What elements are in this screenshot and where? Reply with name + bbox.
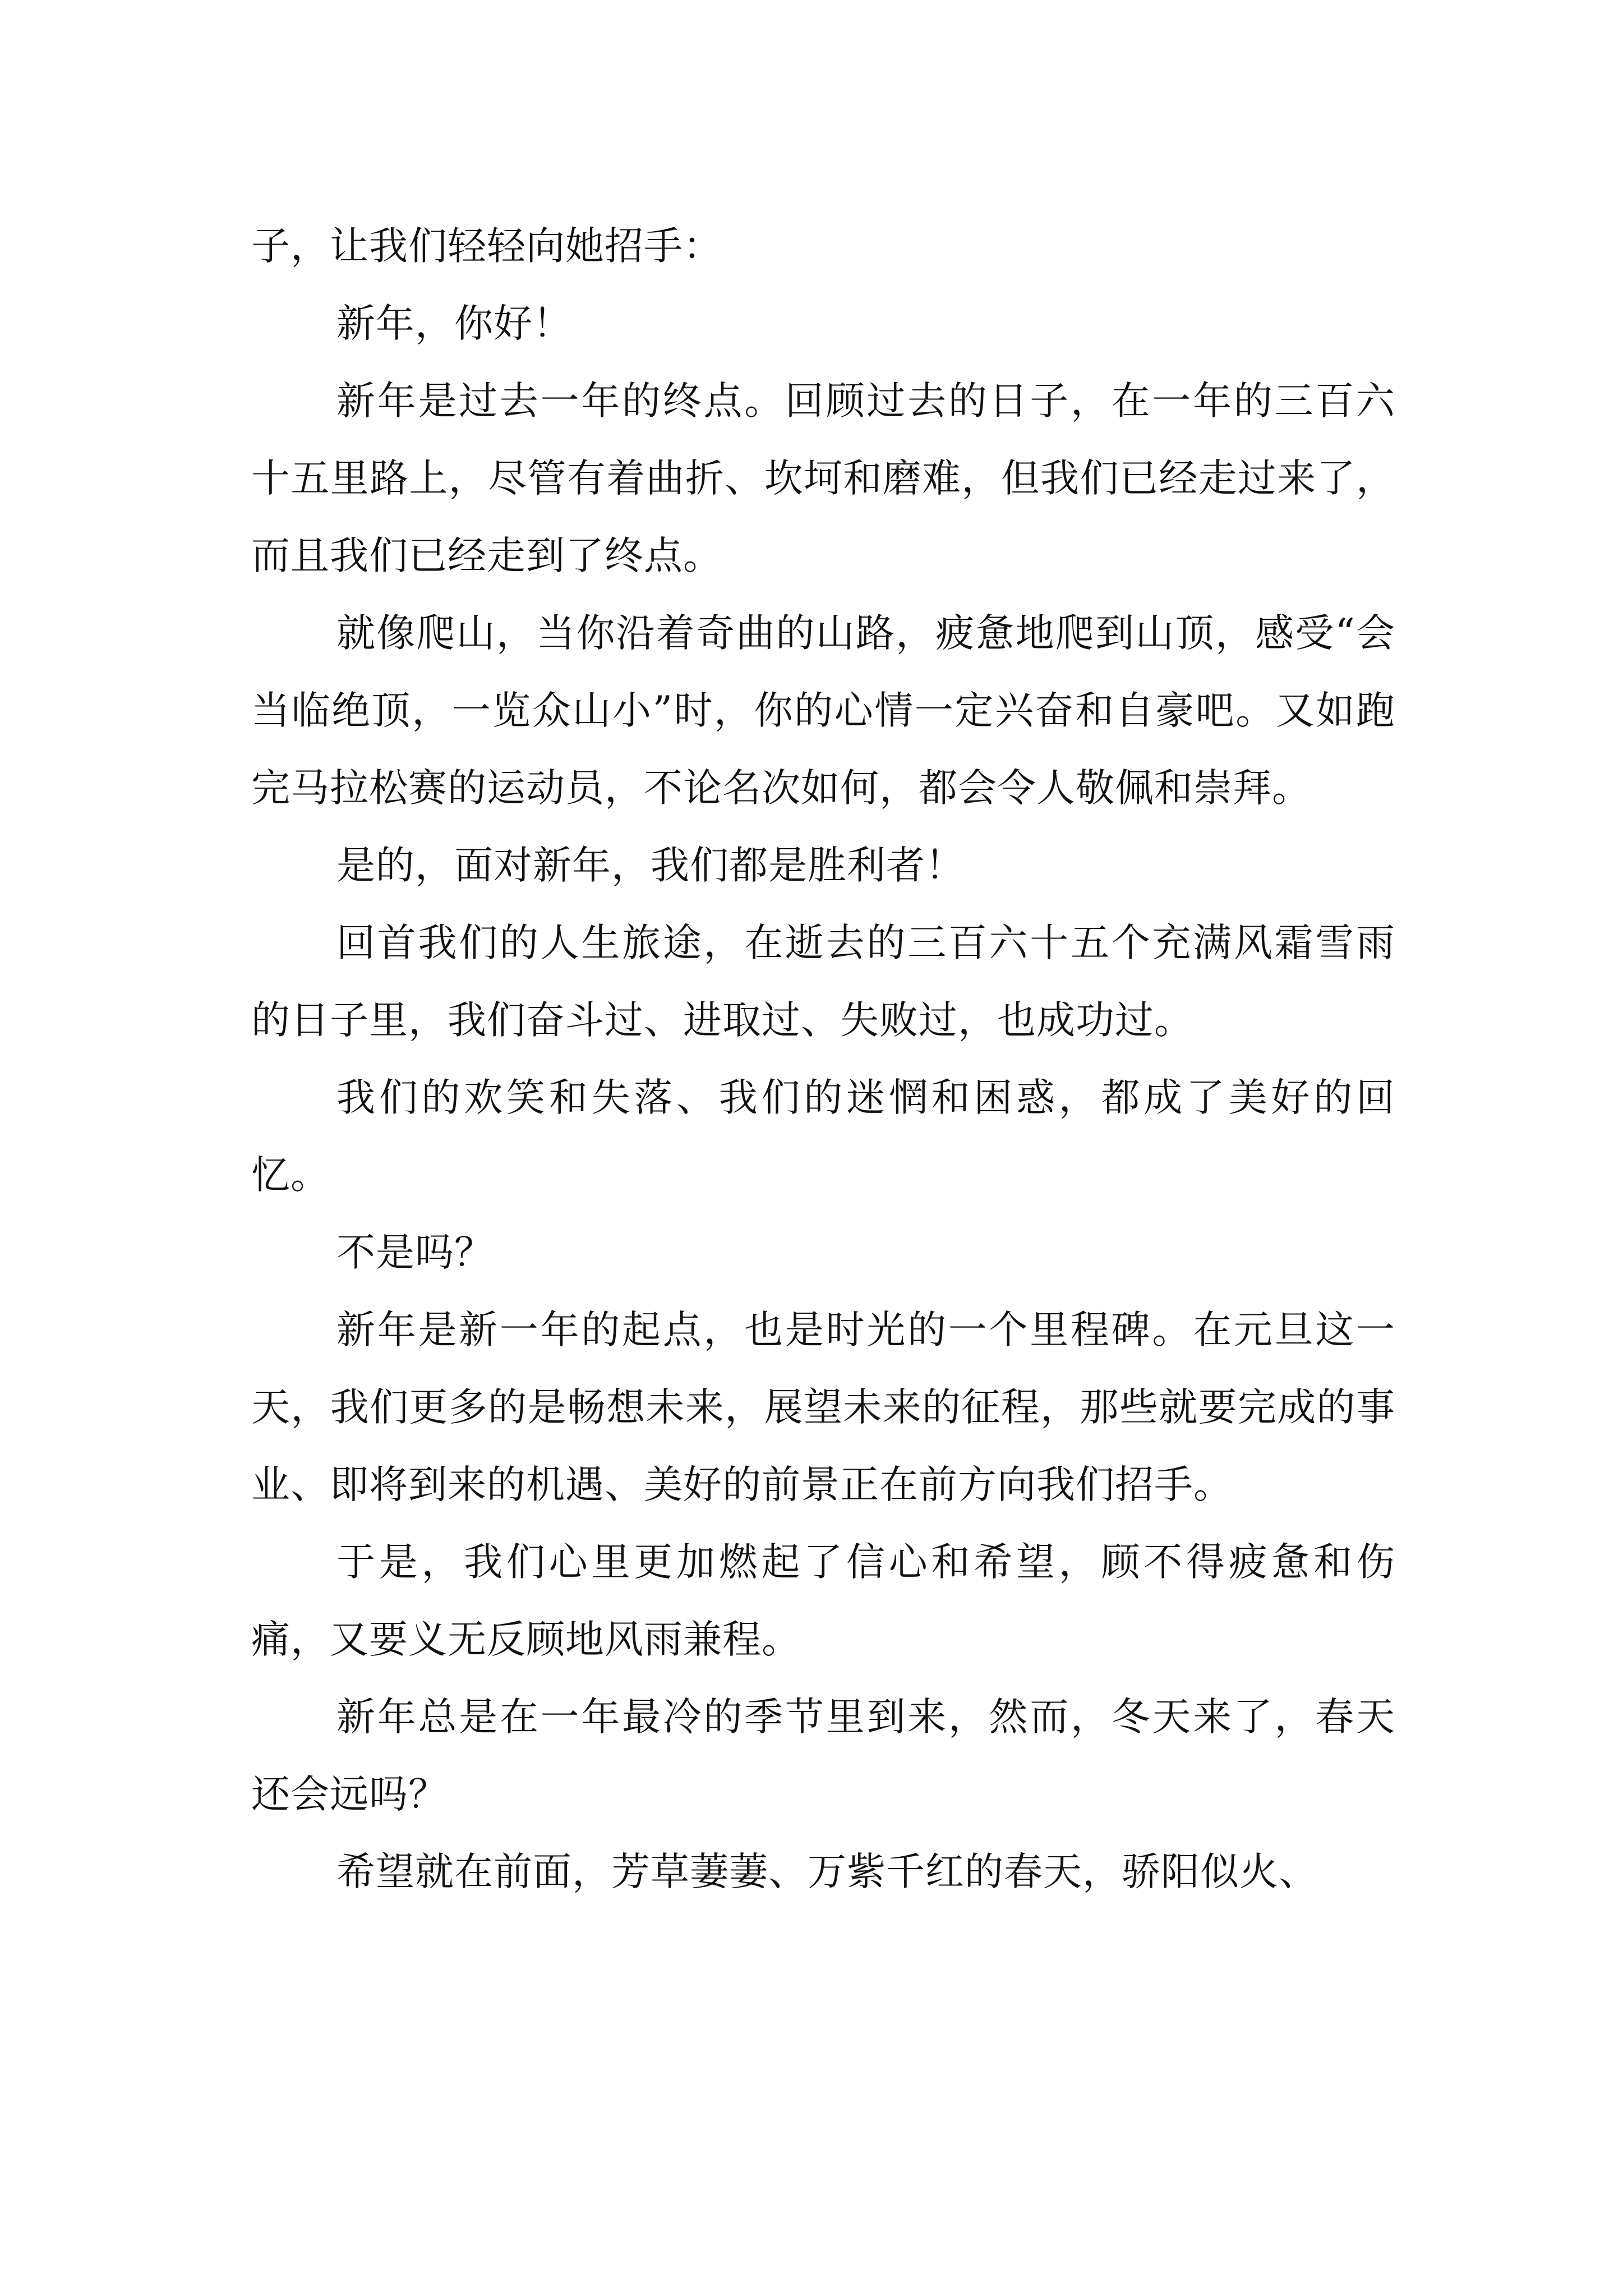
- paragraph: 不是吗？: [336, 1230, 494, 1275]
- paragraph: 新年，你好！: [336, 301, 572, 346]
- paragraph: 新年是新一年的起点，也是时光的一个里程碑。在元旦这一天，我们更多的是畅想未来，展望未来的征程，那些就要完成的事业、即将到来的机遇、美好的前景正在前方向我们招手。: [251, 1308, 1395, 1507]
- document-body: [251, 208, 1395, 1911]
- paragraph: 我们的欢笑和失落、我们的迷惘和困惑，都成了美好的回忆。: [251, 1075, 1395, 1198]
- paragraph: 就像爬山，当你沿着奇曲的山路，疲惫地爬到山顶，感受“会当临绝顶，一览众山小”时，你的心情一定兴奋和自豪吧。又如跑完马拉松赛的运动员，不论名次如何，都会令人敬佩和崇拜。: [251, 611, 1395, 811]
- paragraph: 新年总是在一年最冷的季节里到来，然而，冬天来了，春天还会远吗？: [251, 1695, 1395, 1817]
- paragraph: 回首我们的人生旅途，在逝去的三百六十五个充满风霜雪雨的日子里，我们奋斗过、进取过、失败过，也成功过。: [251, 921, 1395, 1043]
- paragraph: 是的，面对新年，我们都是胜利者！: [336, 843, 965, 888]
- paragraph: 于是，我们心里更加燃起了信心和希望，顾不得疲惫和伤痛，又要义无反顾地风雨兼程。: [251, 1540, 1395, 1662]
- paragraph: 新年是过去一年的终点。回顾过去的日子，在一年的三百六十五里路上，尽管有着曲折、坎坷和磨难，但我们已经走过来了，而且我们已经走到了终点。: [251, 379, 1395, 578]
- paragraph: 子，让我们轻轻向她招手：: [251, 224, 722, 269]
- paragraph: 希望就在前面，芳草萋萋、万紫千红的春天，骄阳似火、: [336, 1849, 1318, 1894]
